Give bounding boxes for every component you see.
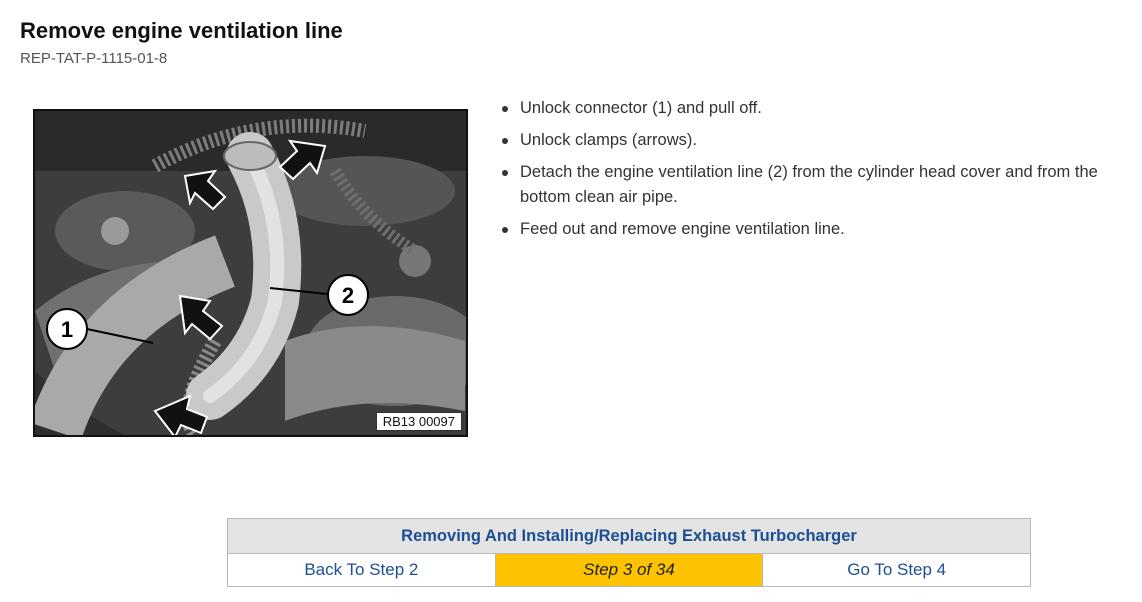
instruction-item: Unlock clamps (arrows).	[500, 128, 1130, 153]
step-navigation	[227, 518, 1031, 587]
callout-2-label: 2	[341, 283, 355, 308]
next-step-button[interactable]: Go To Step 4	[762, 554, 1030, 586]
figure-reference-label: RB13 00097	[376, 412, 462, 431]
step-navigation-row	[228, 554, 1030, 586]
current-step-indicator: Step 3 of 34	[495, 554, 763, 586]
engine-photo	[35, 111, 466, 435]
procedure-title-link[interactable]: Removing And Installing/Replacing Exhaust Turbocharger	[228, 519, 1030, 554]
engine-figure	[33, 109, 468, 437]
callout-1-label: 1	[60, 317, 74, 342]
page-title: Remove engine ventilation line	[20, 18, 343, 43]
document-code: REP-TAT-P-1115-01-8	[20, 50, 168, 67]
instruction-item: Detach the engine ventilation line (2) from the cylinder head cover and from the bottom clean air pipe.	[500, 160, 1130, 210]
instruction-list	[500, 96, 1130, 249]
instruction-item: Unlock connector (1) and pull off.	[500, 96, 1130, 121]
instruction-item: Feed out and remove engine ventilation line.	[500, 217, 1130, 242]
back-step-button[interactable]: Back To Step 2	[304, 560, 419, 579]
